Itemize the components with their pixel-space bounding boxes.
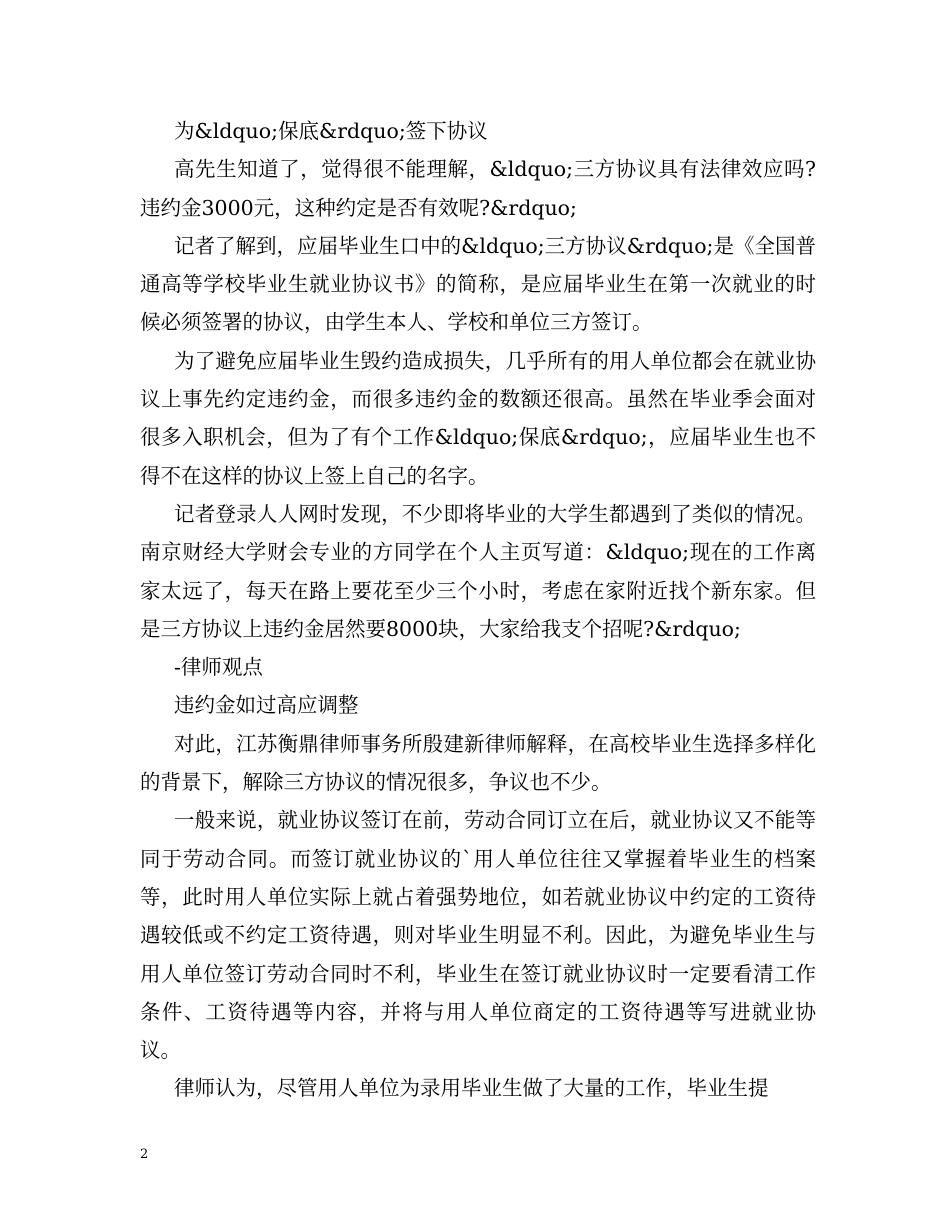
paragraph: 高先生知道了，觉得很不能理解，&ldquo;三方协议具有法律效应吗?违约金3000元，这种约定是否有效呢?&rdquo; xyxy=(140,157,816,220)
page-number: 2 xyxy=(140,1147,149,1162)
paragraph: 为&ldquo;保底&rdquo;签下协议 xyxy=(174,119,488,143)
paragraph: 记者登录人人网时发现，不少即将毕业的大学生都遇到了类似的情况。南京财经大学财会专业的方同学在个人主页写道：&ldquo;现在的工作离家太远了，每天在路上要花至少三个小时，考虑在家附近找个新东家。但是三方协议上违约金居然要8000块，大家给我支个招呢?&rdquo; xyxy=(140,501,816,641)
paragraph: 一般来说，就业协议签订在前，劳动合同订立在后，就业协议又不能等同于劳动合同。而签订就业协议的`用人单位往往又掌握着毕业生的档案等，此时用人单位实际上就占着强势地位，如若就业协议中约定的工资待遇较低或不约定工资待遇，则对毕业生明显不利。因此，为避免毕业生与用人单位签订劳动合同时不利，毕业生在签订就业协议时一定要看清工作条件、工资待遇等内容，并将与用人单位商定的工资待遇等写进就业协议。 xyxy=(140,808,816,1063)
paragraph: 对此，江苏衡鼎律师事务所殷建新律师解释，在高校毕业生选择多样化的背景下，解除三方协议的情况很多，争议也不少。 xyxy=(140,731,816,795)
document-body xyxy=(140,112,816,1108)
section-subheading: 违约金如过高应调整 xyxy=(174,693,359,718)
paragraph: 律师认为，尽管用人单位为录用毕业生做了大量的工作，毕业生提 xyxy=(174,1076,769,1101)
paragraph: 记者了解到，应届毕业生口中的&ldquo;三方协议&rdquo;是《全国普通高等学校毕业生就业协议书》的简称，是应届毕业生在第一次就业的时候必须签署的协议，由学生本人、学校和单位三方签订。 xyxy=(140,233,816,335)
section-heading: -律师观点 xyxy=(174,655,263,680)
paragraph: 为了避免应届毕业生毁约造成损失，几乎所有的用人单位都会在就业协议上事先约定违约金，而很多违约金的数额还很高。虽然在毕业季会面对很多入职机会，但为了有个工作&ldquo;保底&rdquo;，应届毕业生也不得不在这样的协议上签上自己的名字。 xyxy=(140,348,816,488)
